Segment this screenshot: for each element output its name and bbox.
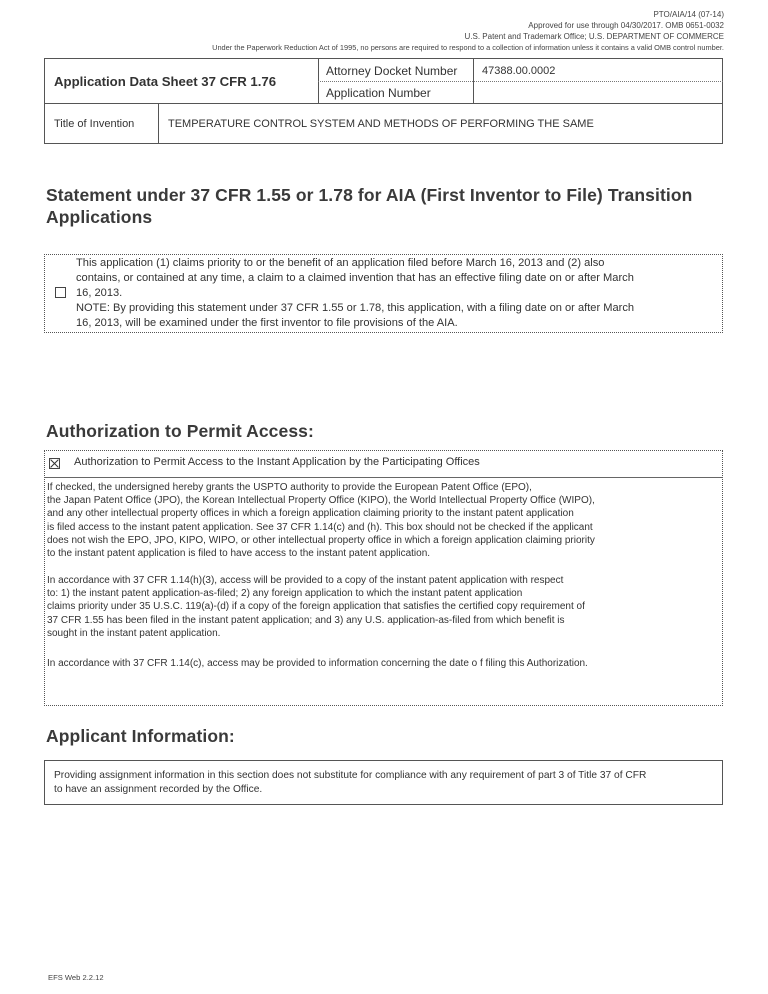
statement-line: 16, 2013, will be examined under the first inventor to file provisions of the AIA. [76, 317, 458, 329]
para-line: does not wish the EPO, JPO, KIPO, WIPO, or other intellectual property office in which a foreign application claiming priority [47, 534, 595, 546]
authorization-para2 [47, 574, 719, 640]
para-line: claims priority under 35 U.S.C. 119(a)-(d) if a copy of the foreign application that satisfies the certified copy requirement of [47, 601, 585, 613]
authorization-checkbox-label: Authorization to Permit Access to the Instant Application by the Participating Offices [74, 456, 480, 468]
applicant-line: to have an assignment recorded by the Office. [54, 784, 263, 795]
applicant-heading: Applicant Information: [46, 726, 235, 746]
invention-label: Title of Invention [54, 118, 135, 130]
office-note: U.S. Patent and Trademark Office; U.S. DEPARTMENT OF COMMERCE [464, 32, 724, 41]
statement-checkbox[interactable] [55, 287, 66, 298]
ads-title: Application Data Sheet 37 CFR 1.76 [54, 74, 277, 89]
docket-value: 47388.00.0002 [482, 65, 556, 77]
form-id: PTO/AIA/14 (07-14) [653, 10, 724, 19]
para-line: to: 1) the instant patent application-as-filed; 2) any foreign application to which the instant patent application [47, 588, 523, 600]
para-line: In accordance with 37 CFR 1.14(h)(3), access will be provided to a copy of the instant patent application with respect [47, 575, 564, 586]
authorization-heading: Authorization to Permit Access: [46, 421, 314, 441]
applicant-box [44, 760, 723, 805]
statement-box [44, 254, 723, 333]
para-line: and any other intellectual property offices in which a foreign application claiming priority to the instant patent application [47, 508, 574, 520]
ads-table [44, 58, 723, 144]
applicant-text [54, 769, 719, 797]
paperwork-note: Under the Paperwork Reduction Act of 1995, no persons are required to respond to a collection of information unless it contains a valid OMB control number. [212, 43, 724, 52]
appnum-label: Application Number [326, 86, 431, 100]
statement-heading [46, 184, 726, 228]
para-line: sought in the instant patent application. [47, 627, 221, 639]
statement-line: NOTE: By providing this statement under 37 CFR 1.55 or 1.78, this application, with a filing date on or after March [76, 302, 635, 314]
statement-line: This application (1) claims priority to or the benefit of an application filed before March 16, 2013 and (2) also [76, 257, 605, 269]
statement-line: contains, or contained at any time, a claim to a claimed invention that has an effective filing date on or after March [76, 272, 634, 284]
authorization-checkbox[interactable] [49, 458, 60, 469]
para-line: the Japan Patent Office (JPO), the Korean Intellectual Property Office (KIPO), the World Intellectual Property Office (WIPO), [47, 495, 595, 507]
para-line: is filed access to the instant patent application. See 37 CFR 1.14(c) and (h). This box should not be checked if the applicant [47, 521, 593, 533]
approval-note: Approved for use through 04/30/2017. OMB 0651-0032 [528, 21, 724, 30]
authorization-para3: In accordance with 37 CFR 1.14(c), access may be provided to information concerning the date o f filing this Authorization. [47, 658, 588, 669]
statement-heading-line2: Applications [46, 207, 153, 227]
authorization-box [44, 450, 723, 706]
statement-text [76, 256, 721, 331]
authorization-para1 [47, 481, 719, 560]
applicant-line: Providing assignment information in this section does not substitute for compliance with any requirement of part 3 of Title 37 of CFR [54, 770, 647, 781]
para-line: If checked, the undersigned hereby grants the USPTO authority to provide the European Patent Office (EPO), [47, 482, 532, 493]
statement-line: 16, 2013. [76, 287, 123, 299]
statement-heading-line1: Statement under 37 CFR 1.55 or 1.78 for AIA (First Inventor to File) Transition [46, 185, 693, 205]
footer-version: EFS Web 2.2.12 [48, 973, 104, 982]
docket-label: Attorney Docket Number [326, 64, 458, 78]
invention-value: TEMPERATURE CONTROL SYSTEM AND METHODS OF PERFORMING THE SAME [168, 118, 594, 130]
para-line: 37 CFR 1.55 has been filed in the instant patent application; and 3) any U.S. application-as-filed from which benefit is [47, 614, 565, 626]
para-line: to the instant patent application is filed to have access to the instant patent application. [47, 548, 431, 560]
